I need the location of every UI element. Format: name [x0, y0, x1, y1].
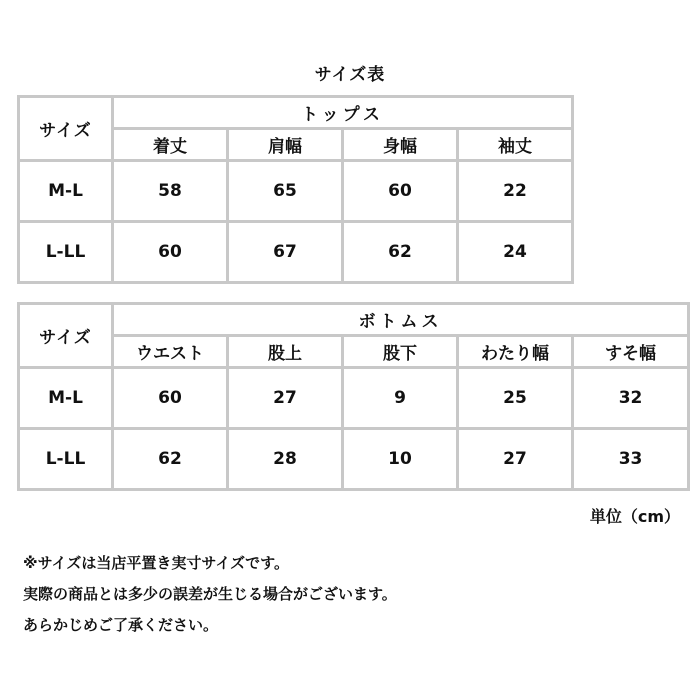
size-cell: L-LL: [19, 429, 113, 490]
size-cell: M-L: [19, 161, 113, 222]
tops-group-header: トップス: [113, 97, 573, 129]
value-cell: 25: [458, 368, 573, 429]
value-cell: 28: [228, 429, 343, 490]
value-cell: 27: [228, 368, 343, 429]
bottoms-col-header: 股上: [228, 336, 343, 368]
value-cell: 67: [228, 222, 343, 283]
value-cell: 24: [458, 222, 573, 283]
bottoms-size-header: サイズ: [19, 304, 113, 368]
value-cell: 62: [113, 429, 228, 490]
notes: [23, 548, 397, 641]
table-row: [19, 368, 689, 429]
tops-col-header: 身幅: [343, 129, 458, 161]
value-cell: 58: [113, 161, 228, 222]
note-line: あらかじめご了承ください。: [23, 616, 219, 634]
bottoms-col-header: わたり幅: [458, 336, 573, 368]
unit-label: 単位（cm）: [589, 507, 680, 526]
value-cell: 65: [228, 161, 343, 222]
value-cell: 32: [573, 368, 689, 429]
size-cell: L-LL: [19, 222, 113, 283]
size-cell: M-L: [19, 368, 113, 429]
tops-size-header: サイズ: [19, 97, 113, 161]
value-cell: 10: [343, 429, 458, 490]
tops-size-table: [17, 95, 574, 284]
value-cell: 60: [113, 368, 228, 429]
bottoms-col-header: 股下: [343, 336, 458, 368]
tops-col-header: 肩幅: [228, 129, 343, 161]
value-cell: 60: [113, 222, 228, 283]
bottoms-col-header: ウエスト: [113, 336, 228, 368]
note-line: ※サイズは当店平置き実寸サイズです。: [23, 554, 289, 572]
value-cell: 33: [573, 429, 689, 490]
note-line: 実際の商品とは多少の誤差が生じる場合がございます。: [23, 585, 397, 603]
value-cell: 22: [458, 161, 573, 222]
value-cell: 60: [343, 161, 458, 222]
table-row: [19, 222, 573, 283]
bottoms-size-table: [17, 302, 690, 491]
table-row: [19, 429, 689, 490]
tops-col-header: 着丈: [113, 129, 228, 161]
value-cell: 62: [343, 222, 458, 283]
bottoms-group-header: ボトムス: [113, 304, 689, 336]
table-row: [19, 161, 573, 222]
page-title: サイズ表: [314, 65, 386, 85]
value-cell: 27: [458, 429, 573, 490]
bottoms-col-header: すそ幅: [573, 336, 689, 368]
tops-col-header: 袖丈: [458, 129, 573, 161]
value-cell: 9: [343, 368, 458, 429]
